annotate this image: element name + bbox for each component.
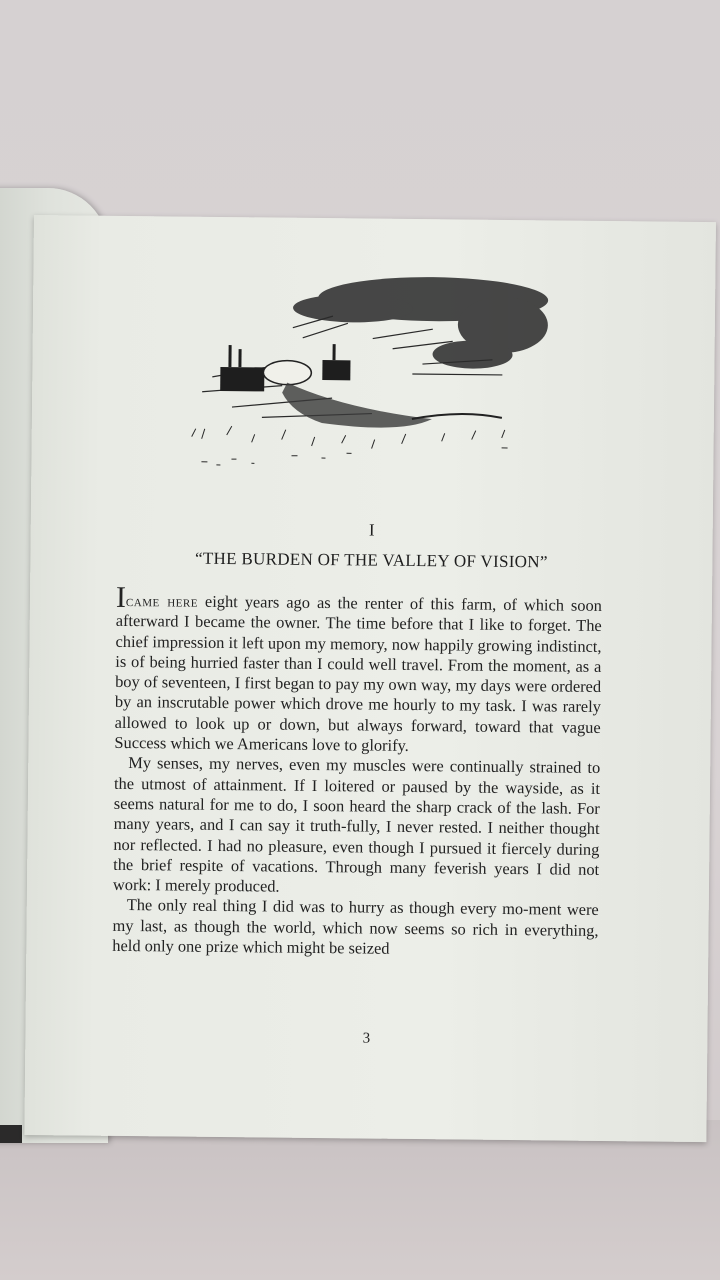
body-text: [112, 580, 603, 961]
chapter-number: I: [368, 520, 375, 540]
reclining-figure: [263, 360, 503, 428]
chapter-title: “THE BURDEN OF THE VALLEY OF VISION”: [194, 548, 548, 572]
book-cover: [0, 1120, 720, 1280]
landscape-illustration: [171, 266, 553, 490]
paragraph-1: [114, 580, 603, 758]
paragraph-3: The only real thing I did was to hurry as though every mo-ment were my last, as though the world, which now seems so rich in everything, held only one prize which might be seized: [112, 895, 599, 958]
paragraph-2: My senses, my nerves, even my muscles were continually strained to the utmost of attainment. If I loitered or paused by the wayside, as it seems natural for me to do, I soon heard the sharp crack of the lash. For many years, and I can say it truth-fully, I never rested. I neither thought nor reflected. I had no pleasure, even though I pursued it fiercely during the brief respite of vacations. Through many feverish years I did not work: I merely produced.: [112, 753, 601, 896]
tree-canopy: [292, 276, 548, 370]
book-spine: [0, 1125, 22, 1143]
grass: [191, 426, 507, 468]
book-page: [24, 215, 716, 1142]
page-number: 3: [362, 1030, 371, 1047]
small-caps-lead: came here: [125, 590, 199, 611]
drop-cap: I: [115, 580, 127, 614]
paragraph-text: eight years ago as the renter of this farm, of which soon afterward I became the owner. The time before that I like to forget. The chief impression it left upon my memory, now happily growing indistinct, is of being hurried faster than I could well travel. From the moment, as a boy of seventeen, I first began to pay my own way, my days were ordered by an inscrutable power which drove me hourly to my task. I was rarely allowed to look up or down, but always forward, toward that vague Success which we Americans love to glorify.: [114, 591, 603, 756]
